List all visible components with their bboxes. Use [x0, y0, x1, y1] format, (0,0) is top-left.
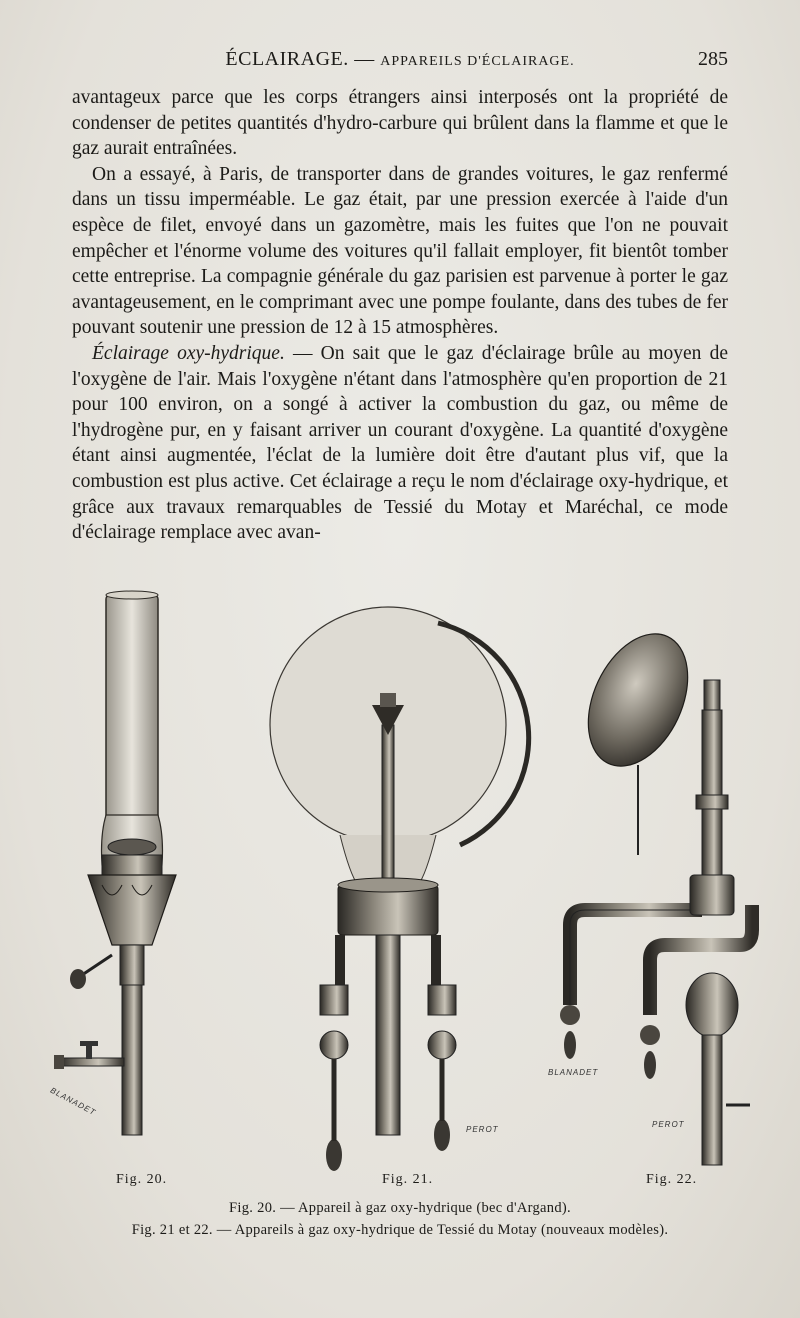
paragraph-1: avantageux parce que les corps étrangers ainsi interposés ont la propriété de condenser de petites quantités d'hydro-carbure qui brûlent dans la flamme et que le gaz aurait entraînées.: [72, 87, 728, 160]
fig-20-argand-burner: [54, 591, 176, 1135]
engraver-signature-1: BLANADET: [48, 1085, 98, 1118]
engraver-signature-3: BLANADET: [548, 1068, 599, 1077]
section-heading-italic: Éclairage oxy-hydrique.: [92, 342, 285, 364]
running-title: [72, 48, 728, 71]
running-title-dash: —: [354, 48, 375, 70]
page-number: 285: [698, 48, 728, 70]
figure-plate: [40, 575, 760, 1185]
engraving-illustrations: [40, 575, 760, 1185]
fig-21-label: Fig. 21.: [382, 1172, 434, 1187]
fig-22-label: Fig. 22.: [646, 1172, 698, 1187]
caption-line-1: Fig. 20. — Appareil à gaz oxy-hydrique (bec d'Argand).: [229, 1200, 571, 1216]
fig-22-reflector-burner: [560, 618, 752, 1165]
engraver-signature-2: PEROT: [466, 1125, 499, 1134]
engraver-signature-4: PEROT: [652, 1120, 685, 1129]
fig-20-label: Fig. 20.: [116, 1172, 168, 1187]
caption-line-2: Fig. 21 et 22. — Appareils à gaz oxy-hydrique de Tessié du Motay (nouveaux modèles).: [131, 1222, 669, 1238]
paragraph-2: On a essayé, à Paris, de transporter dans de grandes voitures, le gaz renfermé dans un tissu imperméable. Le gaz était, par une pression exercée à l'aide d'un espèce de filet, envoyé dans un gazomètre, mais les fuites que l'on ne pouvait empêcher et l'énorme volume des voitures qu'il fallait employer, fit bientôt tomber cette entreprise. La compagnie générale du gaz parisien est parvenue à porter le gaz avantageusement, en le comprimant avec une pompe foulante, dans des tubes de fer pouvant soutenir une pression de 12 à 15 atmosphères.: [72, 163, 728, 339]
fig-21-globe-lamp: [270, 607, 529, 1171]
running-header: [72, 48, 728, 78]
paragraph-3: [72, 341, 728, 546]
body-text: [72, 85, 728, 546]
running-title-sub: APPAREILS D'ÉCLAIRAGE.: [380, 54, 575, 69]
paragraph-3-text: — On sait que le gaz d'éclairage brûle au moyen de l'oxygène de l'air. Mais l'oxygène n'étant dans l'atmosphère qu'en proportion de 21 pour 100 environ, on a songé à activer la combustion du gaz, ou même de l'hydrogène pur, en y faisant arriver un courant d'oxygène. La quantité d'oxygène étant ainsi augmentée, l'éclat de la lumière doit être d'autant plus vif, que la combustion est plus active. Cet éclairage a reçu le nom d'éclairage oxy-hydrique, et grâce aux travaux remarquables de Tessié du Motay et Maréchal, ce mode d'éclairage remplace avec avan-: [72, 342, 728, 544]
running-title-main: ÉCLAIRAGE.: [225, 48, 349, 70]
